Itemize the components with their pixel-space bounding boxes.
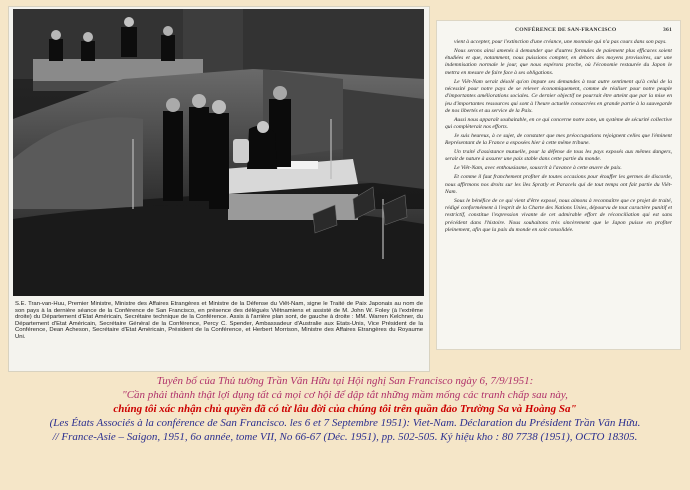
paragraph: Et comme il faut franchement profiter de toutes occasions pour étouffer les germes de discorde, nous affirmons nos droits sur les îles Spratly et Paracels qui de tout temps ont fait partie du Viêt-Nam. xyxy=(445,174,672,195)
page-body-text xyxy=(445,39,672,345)
caption-line-reference: // France-Asie – Saigon, 1951, 6o année, tome VII, No 66-67 (Déc. 1951), pp. 502-505. Ký hiệu kho : 80 7738 (1951), OCTO 18305. xyxy=(52,431,638,443)
paragraph: Je suis heureux, à ce sujet, de constater que mes préoccupations rejoignent celles que l'éminent Représentant de la France a exposées hier à cette même tribune. xyxy=(445,132,672,147)
right-book-page xyxy=(436,20,681,350)
caption-line-source: (Les États Associés à la conférence de San Francisco. les 6 et 7 Septembre 1951): Viet-Nam. Déclaration du Président Trần Văn Hữu. xyxy=(49,417,641,429)
running-title: CONFÉRENCE DE SAN-FRANCISCO xyxy=(515,27,617,33)
caption-line-quote: "Cần phải thành thật lợi dụng tất cả mọi cơ hội để dập tắt những mầm mống các tranh chấp sau này, xyxy=(122,389,568,401)
caption-line-sovereignty: chúng tôi xác nhận chủ quyền đã có từ lâu đời của chúng tôi trên quần đảo Trường Sa và Hoàng Sa" xyxy=(113,403,577,415)
photo-caption: S.E. Tran-van-Huu, Premier Ministre, Ministre des Affaires Etrangères et Ministre de la Défense du Viêt-Nam, signe le Traité de Paix Japonais au nom de son pays à la dernière séance de la Conférence de San Francisco, en présence des délégués Viêtnamiens et assisté de M. John W. Foley (à l'extrême droite) du Département d'Etat Américain, Secrétaire technique de la Conférence. Assis à l'arrière plan sont, de gauche à droite : MM. Warren Kelchner, du Département d'Etat Américain, Secrétaire Général de la Conférence, Percy C. Spender, Ambassadeur d'Australie aux Etats-Unis, Vice Président de la Conférence, Dean Acheson, Secrétaire d'Etat Américain, Président de la Conférence, et Herbert Morrison, Ministre des Affaires Etrangères du Royaume Uni. xyxy=(15,301,423,340)
paragraph: Sous le bénéfice de ce qui vient d'être exposé, nous aimons à reconnaître que ce projet de traité, rédigé conformément à l'esprit de la Charte des Nations Unies, dépourvu de tout caractère punitif et restrictif, constitue l'expression vivante de cet admirable effort de réconciliation qui est sans précédent dans l'histoire. Nous souhaitons très sincèrement que le Japon puisse en profiter pleinement, afin que la paix du monde en soit consolidée. xyxy=(445,197,672,233)
left-book-page xyxy=(8,6,430,372)
paragraph: Aussi nous apparaît souhaitable, en ce qui concerne notre zone, un système de sécurité collective qui complèterait nos efforts. xyxy=(445,116,672,131)
paragraph: Le Viêt-Nam, avec enthousiasme, souscrit à l'avance à cette œuvre de paix. xyxy=(454,165,622,172)
page-number: 361 xyxy=(663,27,672,33)
paragraph: Un traité d'assistance mutuelle, pour la défense de tous les pays exposés aux mêmes dangers, serait de nature à assurer une paix stable dans cette partie du monde. xyxy=(445,149,672,163)
page-header xyxy=(445,27,672,37)
caption-line-title: Tuyên bố của Thủ tướng Trần Văn Hữu tại Hội nghị San Francisco ngày 6, 7/9/1951: xyxy=(156,375,534,387)
conference-signing-photo xyxy=(13,9,424,296)
paragraph: vient à accepter, pour l'extinction d'une créance, une monnaie qui n'a pas cours dans son pays. xyxy=(454,39,667,45)
bottom-caption xyxy=(0,374,690,444)
paragraph: Le Viêt-Nam serait désolé qu'on impute ses demandes à tout autre sentiment qu'à celui de la nécessité pour notre pays de se relever économiquement, comme de réaliser pour notre peuple d'importantes améliorations sociales. Ce dernier objectif ne pourrait être atteint que par la mise en jeu d'importantes ressources qui sont à l'heure actuelle consacrées en grande partie à la sauvegarde de nos libertés et au service de la Paix. xyxy=(445,78,672,114)
paragraph: Nous serons ainsi amenés à demander que d'autres formules de paiement plus efficaces soient étudiées et que, notamment, nous puissions compter, en dehors des moyens provisoires, sur une indemnisation normale le jour, que nous espérons proche, où l'économie restaurée du Japon le mettra en mesure de faire face à ses obligations. xyxy=(445,47,672,76)
